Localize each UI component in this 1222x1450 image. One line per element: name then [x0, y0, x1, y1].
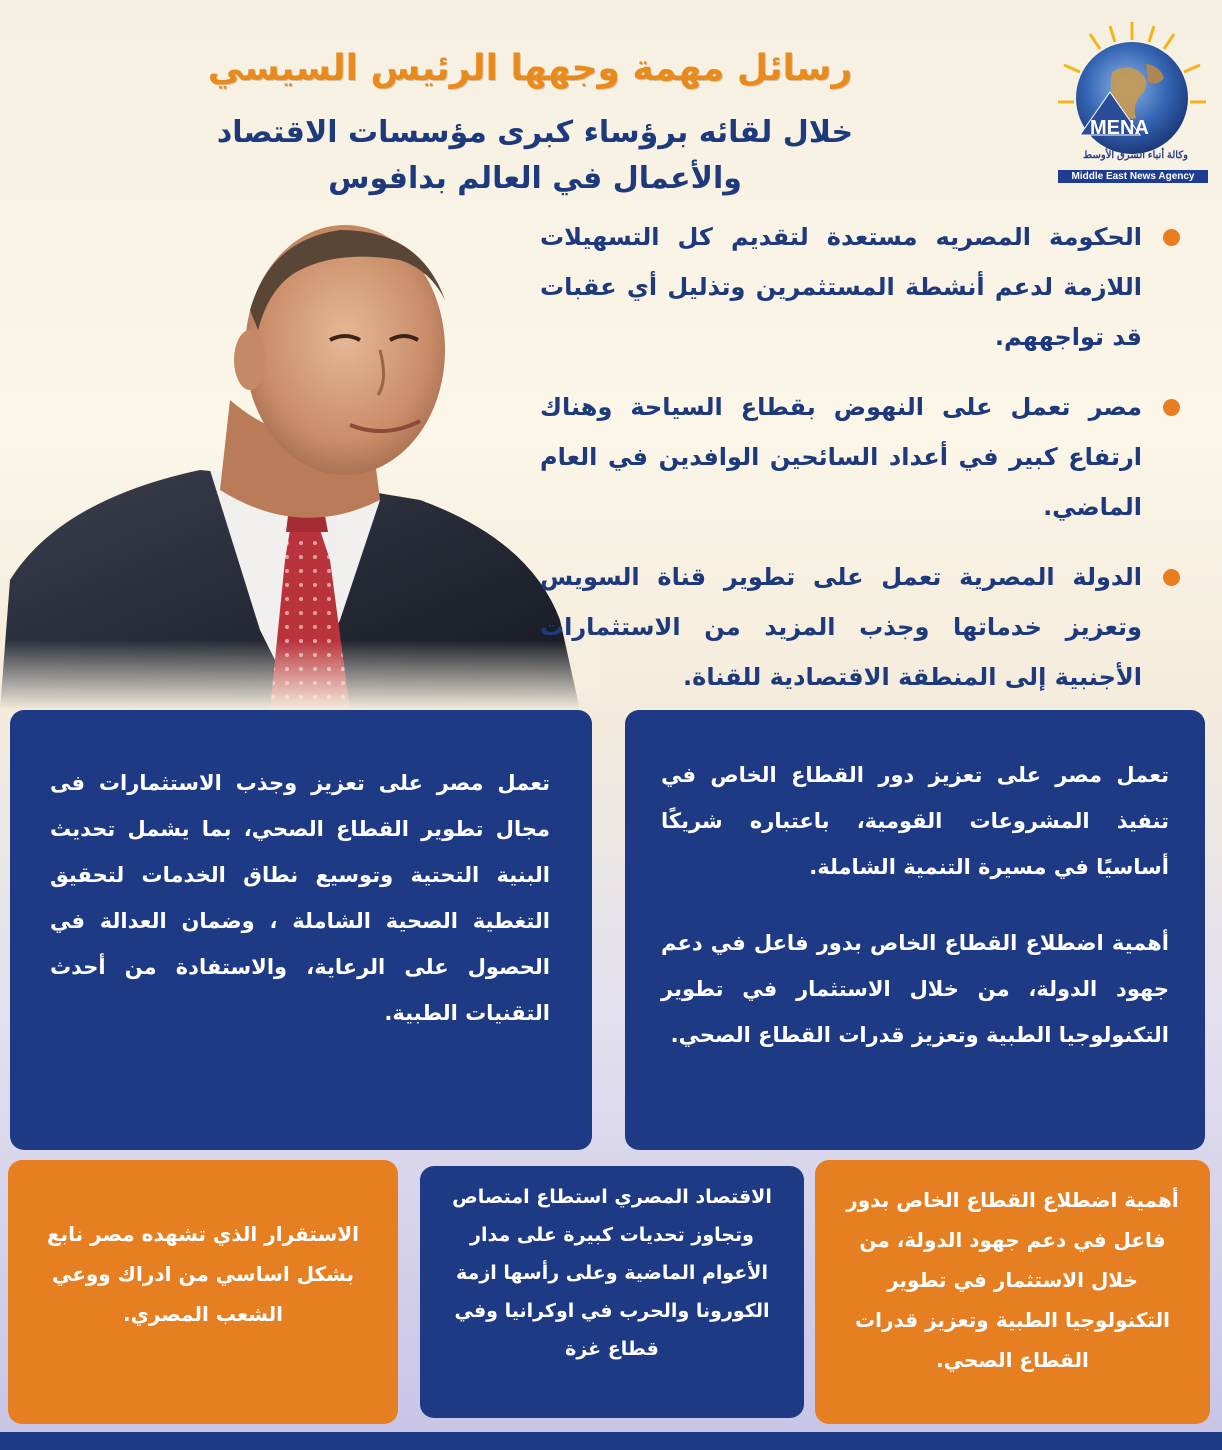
stability-box — [8, 1160, 398, 1424]
economy-text: الاقتصاد المصري استطاع امتصاص وتجاوز تحديات كبيرة على مدار الأعوام الماضية وعلى رأسها ازمة الكورونا والحرب في اوكرانيا وفي قطاع غزة — [452, 1186, 772, 1360]
medical-tech-text: أهمية اضطلاع القطاع الخاص بدور فاعل في دعم جهود الدولة، من خلال الاستثمار في تطوير التكنولوجيا الطبية وتعزيز قدرات القطاع الصحي. — [846, 1188, 1179, 1372]
private-sector-paragraph-2: أهمية اضطلاع القطاع الخاص بدور فاعل في دعم جهود الدولة، من خلال الاستثمار في تطوير التكنولوجيا الطبية وتعزيز قدرات القطاع الصحي. — [661, 931, 1169, 1047]
private-sector-box — [625, 710, 1205, 1150]
stability-text: الاستقرار الذي تشهده مصر نابع بشكل اساسي من ادراك ووعي الشعب المصري. — [46, 1222, 360, 1326]
logo-caption-english: Middle East News Agency — [1058, 170, 1208, 183]
bullet-dot-icon — [1163, 569, 1180, 586]
bullet-dot-icon — [1163, 229, 1180, 246]
bullet-dot-icon — [1163, 399, 1180, 416]
medical-tech-box — [815, 1160, 1210, 1424]
bullet-list — [540, 212, 1180, 722]
svg-text:MENA: MENA — [1090, 117, 1149, 139]
bullet-item: الدولة المصرية تعمل على تطوير قناة السويس وتعزيز خدماتها وجذب المزيد من الاستثمارات الأجنبية إلى المنطقة الاقتصادية للقناة. — [540, 552, 1180, 702]
globe-logo-icon — [1050, 20, 1215, 170]
economy-box — [420, 1166, 804, 1418]
health-sector-paragraph: تعمل مصر على تعزيز وجذب الاستثمارات فى مجال تطوير القطاع الصحي، بما يشمل تحديث البنية التحتية وتوسيع نطاق الخدمات لتحقيق التغطية الصحية الشاملة ، وضمان العدالة في الحصول على الرعاية، والاستفادة من أحدث التقنيات الطبية. — [50, 771, 550, 1025]
logo-caption-arabic: وكالة أنباء الشرق الأوسط — [1083, 150, 1188, 161]
page-subtitle — [110, 110, 960, 202]
health-sector-box — [10, 710, 592, 1150]
bullet-item: مصر تعمل على النهوض بقطاع السياحة وهناك ارتفاع كبير في أعداد السائحين الوافدين في العام الماضي. — [540, 382, 1180, 532]
mena-logo — [1050, 20, 1215, 180]
subtitle-line-1: خلال لقائه برؤساء كبرى مؤسسات الاقتصاد — [216, 115, 854, 150]
private-sector-paragraph-1: تعمل مصر على تعزيز دور القطاع الخاص في تنفيذ المشروعات القومية، باعتباره شريكًا أساسيًا في مسيرة التنمية الشاملة. — [661, 763, 1169, 879]
footer-band — [0, 1432, 1222, 1450]
page-title: رسائل مهمة وجهها الرئيس السيسي — [207, 48, 853, 89]
bullet-item: الحكومة المصريه مستعدة لتقديم كل التسهيلات اللازمة لدعم أنشطة المستثمرين وتذليل أي عقبات قد تواجههم. — [540, 212, 1180, 362]
subtitle-line-2: والأعمال في العالم بدافوس — [328, 161, 742, 196]
president-portrait — [0, 200, 600, 710]
